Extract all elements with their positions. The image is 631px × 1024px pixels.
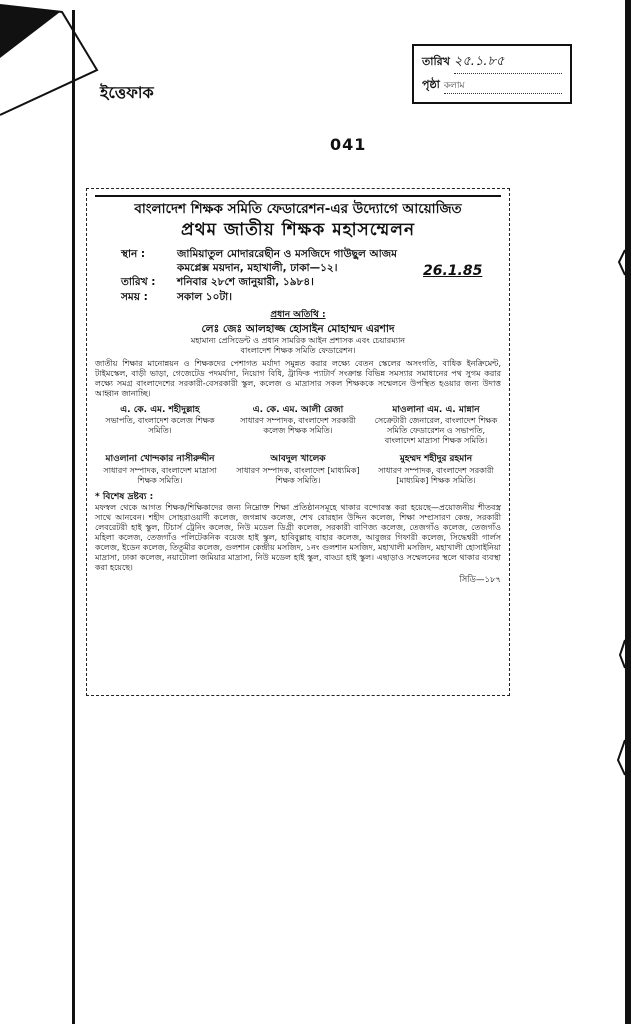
clipping-top-rule bbox=[95, 195, 501, 197]
venue-value-2: কমপ্লেক্স ময়দান, মহাখালী, ঢাকা—১২। bbox=[177, 262, 338, 275]
time-row bbox=[121, 290, 501, 304]
signatory bbox=[233, 454, 363, 485]
signatory-name: এ. কে. এম. শহীদুল্লাহ bbox=[120, 405, 200, 416]
date-label: তারিখ : bbox=[121, 276, 156, 289]
appeal-paragraph: জাতীয় শিক্ষার মানোন্নয়ন ও শিক্ষকদের পেশাগত মর্যাদা সমুন্নত করার লক্ষ্যে বেতন স্কেলের অসংগতি, বাধিক ইনক্রিমেন্ট, টাইমস্কেল, বাড়ী ভাড়া, গেজেটেড পদমর্যাদা, নিয়োগ বিধি, ট্রাফিক প্যাটার্ণ সংক্রান্ত বিভিন্ন সমস্যার সমাধানের পথ সুগম করার লক্ষ্যে সমগ্র বাংলাদেশের সরকারী-বেসরকারী স্কুল, কলেজ ও মাদ্রাসার সকল শিক্ষককে সম্মেলনে উপস্থিত হওয়ার জন্য উদাত্ত আহ্বান জানাচ্ছি। bbox=[95, 359, 501, 399]
chief-guest-name: লেঃ জেঃ আলহাজ্জ হোসাইন মোহাম্মদ এরশাদ bbox=[201, 323, 395, 336]
stamp-date-label: তারিখ bbox=[422, 55, 450, 68]
chief-guest-label: প্রধান অতিথি : bbox=[270, 309, 326, 320]
torn-right-edge bbox=[617, 0, 631, 1024]
special-note-text: মফস্বল থেকে আগত শিক্ষক/শিক্ষিকাদের জন্য নিম্নোক্ত শিক্ষা প্রতিষ্ঠানসমূহে থাকার বন্দোবস্ত করা হয়েছে—প্রয়োজনীয় শীতবস্ত্র সাথে আনবেন। শহীদ সোহরাওয়ার্দী কলেজ, জগন্নাথ কলেজ, শেখ বোরহান উদ্দিন কলেজ, শিক্ষা সম্প্রসারণ কেন্দ্র, সরকারী লেবরেটরী হাই স্কুল, টিচার্স ট্রেনিং কলেজ, নিউ মডেল ডিগ্রী কলেজ, সরকারী বাণিজ্য কলেজ, তেজগাঁও কলেজ, তেজগাঁও মহিলা কলেজ, তেজগাঁও পলিটেকনিক বয়েজ হাই স্কুল, হাবিবুল্লাহ বাহার কলেজ, আবুজর গিফারী কলেজ, সিদ্ধেশ্বরী গার্লস কলেজ, ইডেন কলেজ, তিতুমীর কলেজ, গুলশান কেন্দ্রীয় মসজিদ, ১নং গুলশান মসজিদ, মহাখালী মসজিদ, মহাখালী হোসাইনিয়া মাদ্রাসা, ঢাকা কলেজ, নয়াটোলা জমিয়ার মাদ্রাসা, নিউ মডেল হাই স্কুল, বাড্ডা হাই স্কুল। এছাড়াও সম্মেলনের স্থলে থাকার ব্যবস্থা করা হয়েছে। bbox=[95, 502, 501, 572]
signatory bbox=[95, 405, 225, 446]
stamp-page-row bbox=[422, 76, 562, 100]
date-value: শনিবার ২৮শে জানুয়ারী, ১৯৮৪। bbox=[177, 276, 314, 289]
signatory bbox=[233, 405, 363, 446]
signatory-desc: সাধারণ সম্পাদক, বাংলাদেশ সরকারী [মাধ্যমিক] শিক্ষক সমিতি। bbox=[378, 465, 494, 485]
signatory-name: মাওলানা খোন্দকার নাসীরুদ্দীন bbox=[105, 454, 215, 465]
signatory-desc: সাধারণ সম্পাদক, বাংলাদেশ [মাধ্যমিক] শিক্ষক সমিতি। bbox=[236, 465, 360, 485]
archive-reference-number: 041 bbox=[330, 135, 367, 154]
stamp-date-value: ২৫.১.৮৫ bbox=[454, 52, 562, 74]
time-value: সকাল ১০টা। bbox=[177, 290, 232, 303]
chief-guest-desc-1: মহামান্য প্রেসিডেন্ট ও প্রধান সামরিক আইন প্রশাসক এবং চেয়ারম্যান bbox=[190, 336, 406, 346]
signatory-name: মাওলানা এম. এ. মান্নান bbox=[392, 405, 480, 416]
signatory-name: এ. কে. এম. আলী রেজা bbox=[252, 405, 344, 416]
signatory bbox=[371, 405, 501, 446]
date-stamp bbox=[412, 44, 572, 104]
newspaper-masthead: ইত্তেফাক bbox=[100, 83, 154, 102]
venue-row bbox=[121, 247, 501, 261]
page-left-border bbox=[72, 10, 75, 1024]
handwritten-date: 26.1.85 bbox=[423, 263, 483, 279]
signatory-desc: সাধারণ সম্পাদক, বাংলাদেশ মাদ্রাসা শিক্ষক সমিতি। bbox=[103, 465, 217, 485]
folded-corner-mark bbox=[0, 0, 100, 120]
stamp-page-label: পৃষ্ঠা bbox=[422, 78, 440, 91]
signatory-desc: সাধারণ সম্পাদক, বাংলাদেশ সরকারী কলেজ শিক্ষক সমিতি। bbox=[240, 416, 356, 436]
signatory bbox=[371, 454, 501, 485]
signatories-grid bbox=[95, 405, 501, 486]
signatory-name: মুহম্মদ শহীদুর রহমান bbox=[399, 454, 473, 465]
clipping-title: প্রথম জাতীয় শিক্ষক মহাসম্মেলন bbox=[180, 219, 416, 240]
chief-guest-desc-2: বাংলাদেশ শিক্ষক সমিতি ফেডারেশন। bbox=[240, 346, 356, 356]
clipping-footer-code: সিডি—১৮৭ bbox=[459, 574, 501, 585]
clipping-headline: বাংলাদেশ শিক্ষক সমিতি ফেডারেশন-এর উদ্যোগে আয়োজিত bbox=[134, 201, 462, 217]
time-label: সময় : bbox=[121, 290, 148, 303]
special-note-label: * বিশেষ দ্রষ্টব্য : bbox=[95, 491, 154, 502]
venue-label: স্থান : bbox=[121, 248, 146, 261]
signatory bbox=[95, 454, 225, 485]
signatory-name: আবদুল খালেক bbox=[270, 454, 326, 465]
signatory-desc: সেক্রেটারী জেনারেল, বাংলাদেশ শিক্ষক সমিতি ফেডারেশন ও সভাপতি, বাংলাদেশ মাদ্রাসা শিক্ষক সমিতি। bbox=[374, 416, 498, 446]
stamp-date-row bbox=[422, 52, 562, 76]
newspaper-clipping bbox=[86, 188, 510, 696]
stamp-page-value: কলাম bbox=[444, 78, 562, 94]
venue-value: জামিয়াতুল মোদাররেছীন ও মসজিদে গাউছুল আজম bbox=[177, 248, 397, 261]
signatory-desc: সভাপতি, বাংলাদেশ কলেজ শিক্ষক সমিতি। bbox=[105, 416, 215, 436]
